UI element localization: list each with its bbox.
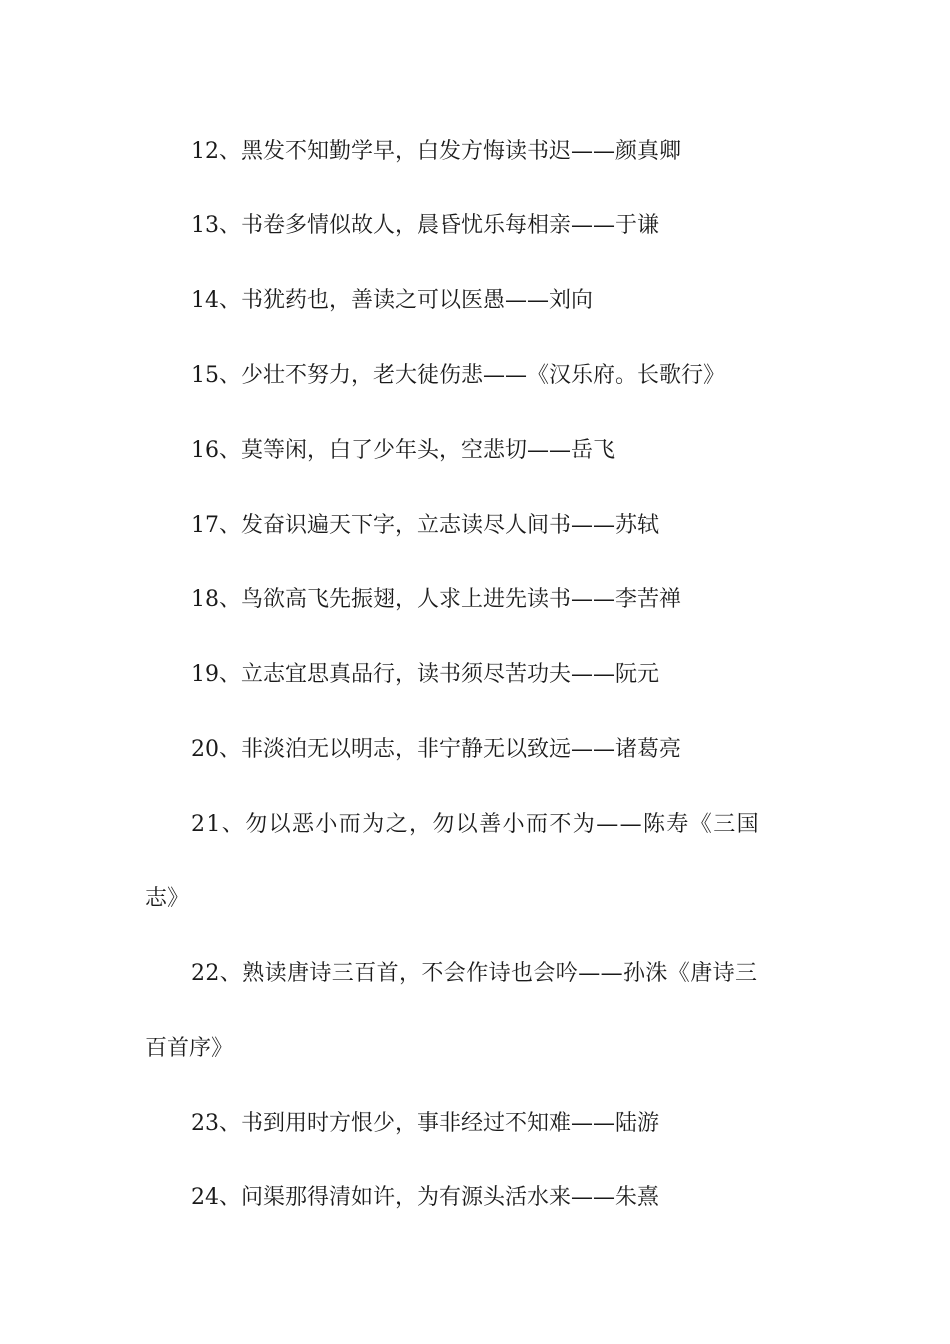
quote-20: 20、非淡泊无以明志，非宁静无以致远——诸葛亮 <box>191 737 681 762</box>
quote-19: 19、立志宜思真品行，读书须尽苦功夫——阮元 <box>191 662 659 687</box>
quote-18: 18、鸟欲高飞先振翅，人求上进先读书——李苦禅 <box>191 587 681 612</box>
quote-15: 15、少壮不努力，老大徒伤悲——《汉乐府。长歌行》 <box>191 363 725 388</box>
quote-14: 14、书犹药也，善读之可以医愚——刘向 <box>191 288 593 313</box>
quote-22-continuation: 百首序》 <box>145 1036 234 1061</box>
quote-17: 17、发奋识遍天下字，立志读尽人间书——苏轼 <box>191 513 659 538</box>
quote-24: 24、问渠那得清如许，为有源头活水来——朱熹 <box>191 1185 659 1210</box>
quote-22: 22、熟读唐诗三百首，不会作诗也会吟——孙洙《唐诗三 <box>191 961 758 986</box>
quote-23: 23、书到用时方恨少，事非经过不知难——陆游 <box>191 1111 659 1136</box>
quote-13: 13、书卷多情似故人，晨昏忧乐每相亲——于谦 <box>191 213 659 238</box>
quote-21: 21、勿以恶小而为之，勿以善小而不为——陈寿《三国 <box>191 812 760 837</box>
quote-12: 12、黑发不知勤学早，白发方悔读书迟——颜真卿 <box>191 139 681 164</box>
quote-16: 16、莫等闲，白了少年头，空悲切——岳飞 <box>191 438 615 463</box>
quote-21-continuation: 志》 <box>145 886 190 911</box>
